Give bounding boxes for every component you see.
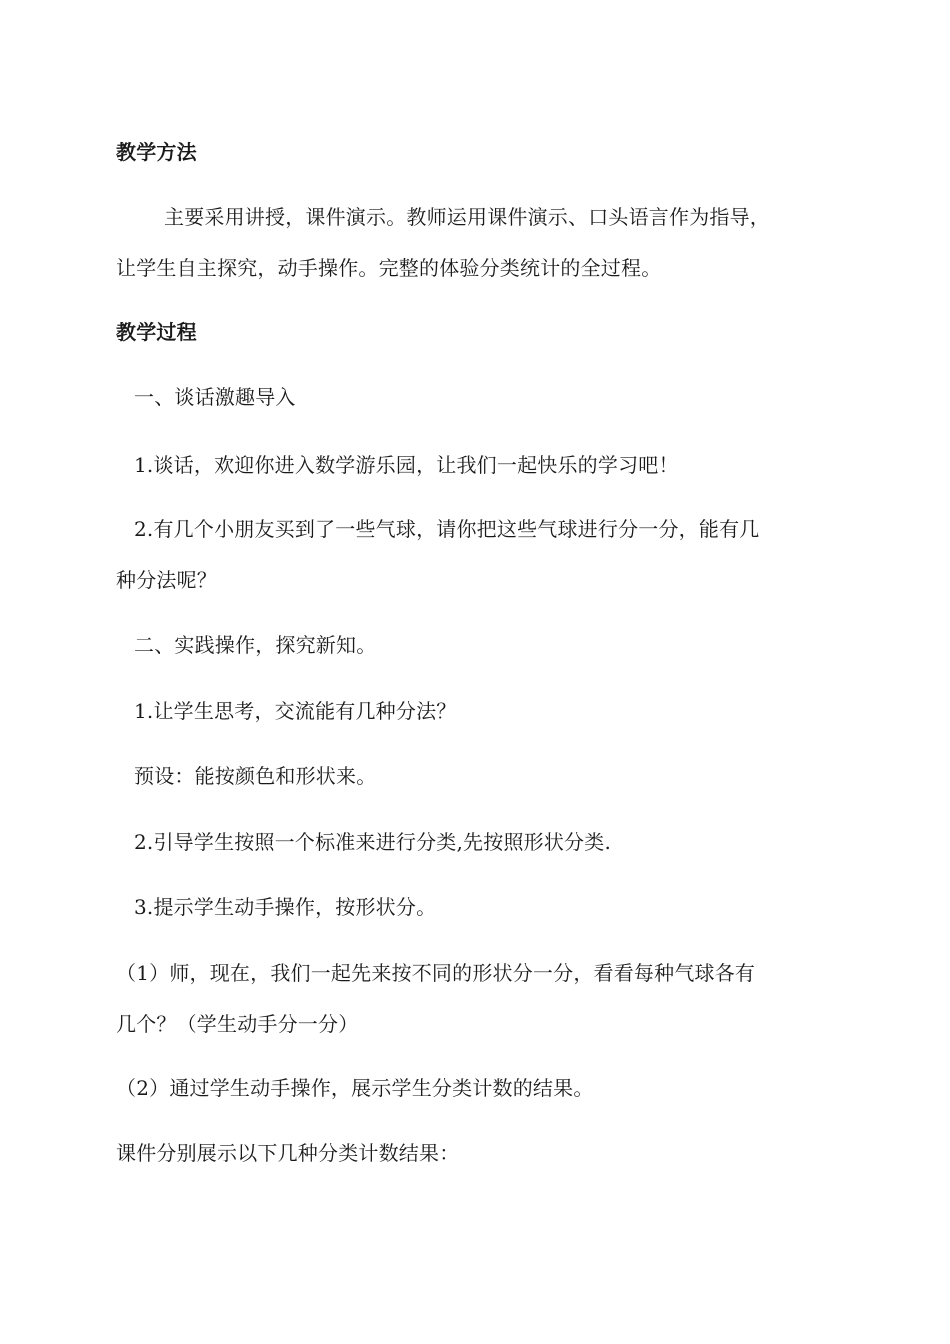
sub-item-1-line-2: 几个？（学生动手分一分）: [116, 1012, 359, 1036]
part-1-item-2-line-2: 种分法呢？: [116, 568, 217, 592]
part-2-item-3: 3.提示学生动手操作，按形状分。: [134, 895, 437, 919]
paragraph-method-line-1: 主要采用讲授，课件演示。教师运用课件演示、口头语言作为指导，: [164, 205, 770, 229]
part-2-item-2: 2.引导学生按照一个标准来进行分类,先按照形状分类.: [134, 830, 611, 854]
sub-item-1-line-1: （1）师，现在，我们一起先来按不同的形状分一分，看看每种气球各有: [116, 961, 756, 985]
part-2-item-1: 1.让学生思考，交流能有几种分法？: [134, 699, 457, 723]
part-1-item-2-line-1: 2.有几个小朋友买到了一些气球，请你把这些气球进行分一分，能有几: [134, 517, 760, 541]
sub-item-2: （2）通过学生动手操作，展示学生分类计数的结果。: [116, 1076, 594, 1100]
part-1-item-1: 1.谈话，欢迎你进入数学游乐园，让我们一起快乐的学习吧！: [134, 453, 679, 477]
part-1-title: 一、谈话激趣导入: [134, 385, 296, 409]
courseware-line: 课件分别展示以下几种分类计数结果：: [116, 1141, 460, 1165]
part-2-title: 二、实践操作，探究新知。: [134, 633, 377, 657]
paragraph-method-line-2: 让学生自主探究，动手操作。完整的体验分类统计的全过程。: [116, 256, 662, 280]
section-heading-method: 教学方法: [116, 140, 197, 164]
section-heading-process: 教学过程: [116, 320, 197, 344]
part-2-preset: 预设：能按颜色和形状来。: [134, 764, 377, 788]
